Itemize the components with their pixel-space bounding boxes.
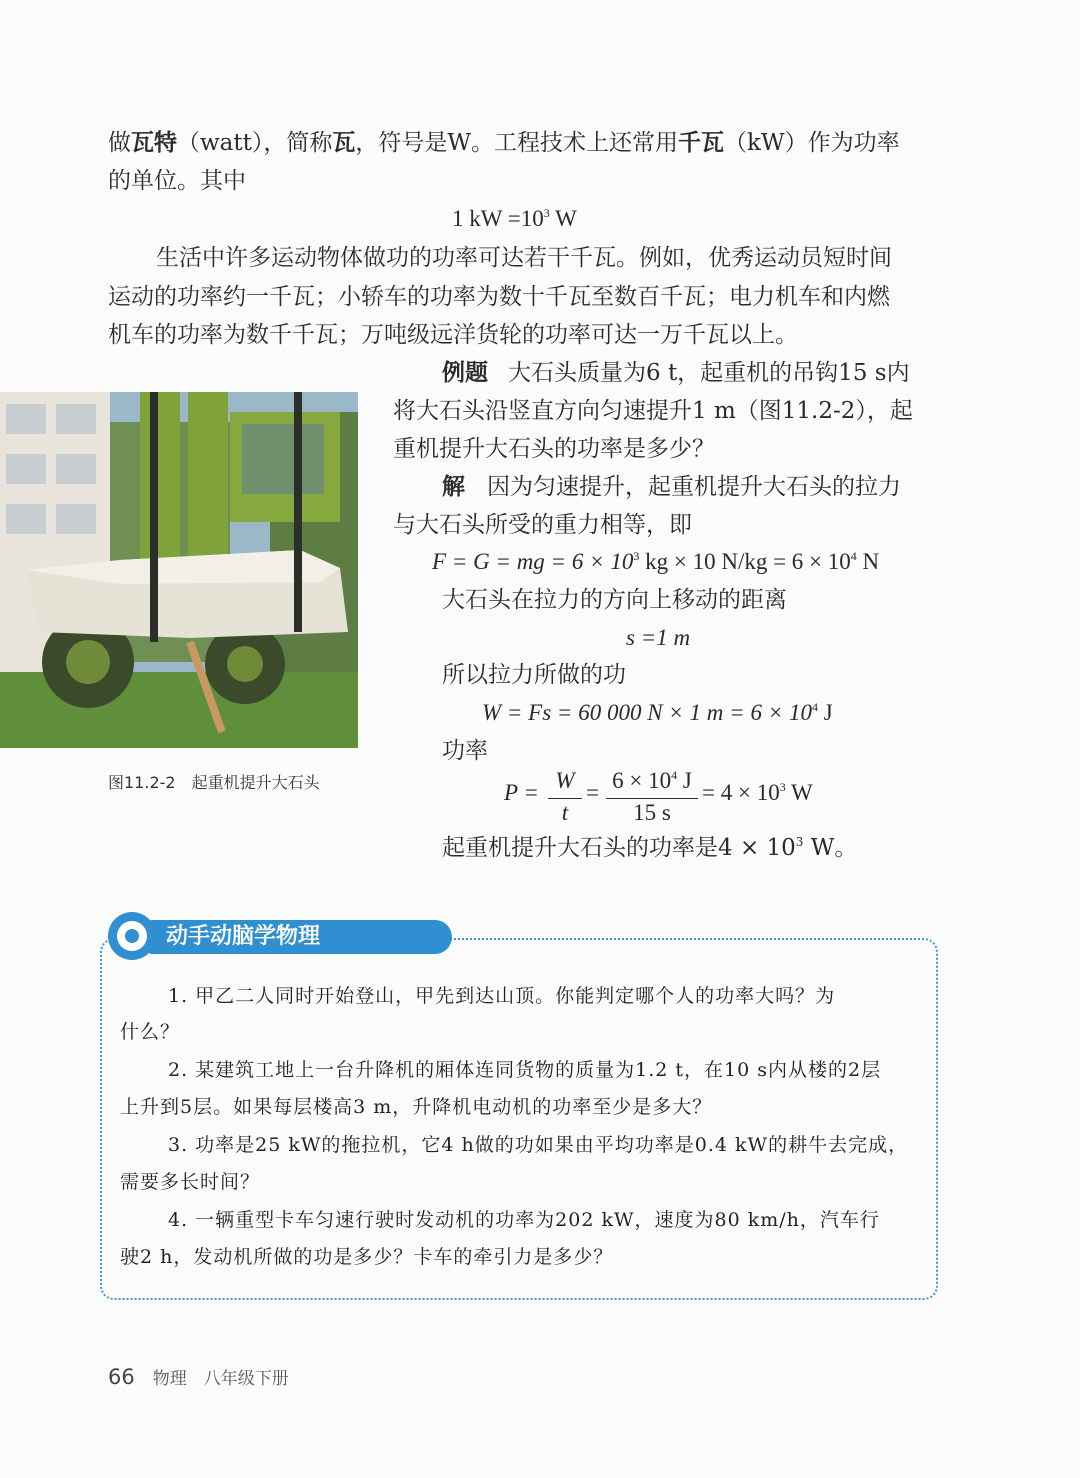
- para1-line1: 做瓦特（watt），简称瓦，符号是W。工程技术上还常用千瓦（kW）作为功率: [108, 129, 900, 156]
- crane-illustration: [0, 392, 358, 748]
- solution-line2: 与大石头所受的重力相等，即: [393, 512, 692, 538]
- eqP-bar1: [548, 798, 582, 799]
- question-4-line1: 4. 一辆重型卡车匀速行驶时发动机的功率为202 kW，速度为80 km/h，汽车行: [168, 1209, 880, 1231]
- figure-caption: 图11.2-2 起重机提升大石头: [108, 773, 320, 792]
- work-text: 所以拉力所做的功: [442, 662, 626, 688]
- question-1-line2: 什么？: [120, 1021, 181, 1043]
- final-answer: 起重机提升大石头的功率是$4 \times 10^3$ W。: [442, 835, 858, 861]
- power-text: 功率: [442, 738, 488, 764]
- eqP-bar2: [606, 798, 698, 799]
- eqP-num1: W: [555, 768, 575, 793]
- book-title: 物理 八年级下册: [152, 1369, 289, 1389]
- question-1-line1: 1. 甲乙二人同时开始登山，甲先到达山顶。你能判定哪个人的功率大吗？为: [168, 985, 836, 1007]
- eqP-eq: =: [586, 780, 599, 805]
- example-line1: 例题 大石头质量为6 t，起重机的吊钩15 s内: [442, 359, 910, 386]
- equation-distance: s =1 m: [626, 625, 691, 650]
- solution-label: 解: [442, 473, 465, 500]
- example-line2: 将大石头沿竖直方向匀速提升1 m（图11.2-2），起: [393, 398, 913, 424]
- para2-line2: 运动的功率约一千瓦；小轿车的功率为数十千瓦至数百千瓦；电力机车和内燃: [108, 284, 890, 310]
- eqP-num2: $6 \times 10^4$ J: [612, 768, 692, 793]
- eqP-den2: 15 s: [633, 800, 671, 825]
- eqP-lhs: P =: [504, 780, 539, 805]
- para1-line2: 的单位。其中: [108, 168, 246, 194]
- para2-line3: 机车的功率为数千千瓦；万吨级远洋货轮的功率可达一万千瓦以上。: [108, 322, 798, 348]
- equation-work: W = Fs = 60 000 N × 1 $m = 6 \times 10^4$ J: [482, 700, 833, 725]
- example-label: 例题: [442, 359, 488, 386]
- eqP-den1: t: [561, 800, 569, 825]
- crane-photo: [0, 392, 358, 748]
- equation-kw: 1 kW $=10^3$ W: [452, 206, 577, 231]
- distance-text: 大石头在拉力的方向上移动的距离: [442, 587, 787, 613]
- question-3-line2: 需要多长时间？: [120, 1171, 261, 1193]
- equation-force: F = G = mg = $6 \times 10^3$ kg × 10 $N/kg = 6 \times 10^4$ N: [432, 549, 880, 574]
- solution-line1: 解 因为匀速提升，起重机提升大石头的拉力: [442, 473, 901, 500]
- eqP-rhs: = $4 \times 10^3$ W: [702, 780, 813, 805]
- equation-power: [504, 768, 834, 828]
- para2-line1: 生活中许多运动物体做功的功率可达若干千瓦。例如，优秀运动员短时间: [156, 245, 892, 271]
- page-number: 66: [108, 1365, 135, 1389]
- question-2-line1: 2. 某建筑工地上一台升降机的厢体连同货物的质量为1.2 t，在10 s内从楼的2层: [168, 1059, 882, 1081]
- page-footer: [108, 1364, 289, 1389]
- question-2-line2: 上升到5层。如果每层楼高3 m，升降机电动机的功率至少是多大？: [120, 1096, 713, 1118]
- example-line3: 重机提升大石头的功率是多少？: [393, 436, 715, 462]
- question-3-line1: 3. 功率是25 kW的拖拉机，它4 h做的功如果由平均功率是0.4 kW的耕牛去完成，: [168, 1134, 909, 1156]
- question-4-line2: 驶2 h，发动机所做的功是多少？卡车的牵引力是多少？: [120, 1246, 614, 1268]
- exercise-box-title: 动手动脑学物理: [148, 920, 452, 954]
